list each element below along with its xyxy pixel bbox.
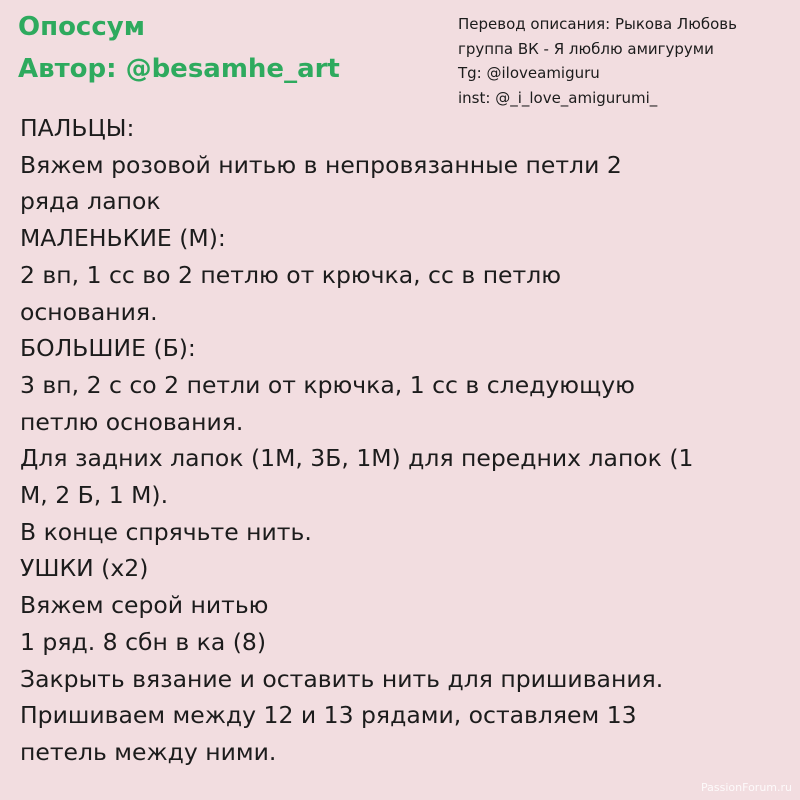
translation-credits (458, 12, 737, 110)
instruction-line: петлю основания. (20, 407, 244, 436)
credit-line: группа ВК - Я люблю амигуруми (458, 39, 714, 58)
credit-line: inst: @_i_love_amigurumi_ (458, 88, 658, 107)
pattern-instructions (20, 110, 790, 771)
instruction-line: основания. (20, 297, 158, 326)
instruction-line: 2 вп, 1 сс во 2 петлю от крючка, сс в петлю (20, 260, 562, 289)
section-heading-large: БОЛЬШИЕ (Б): (20, 334, 196, 363)
instruction-line: Для задних лапок (1М, 3Б, 1М) для передних лапок (1 (20, 444, 694, 473)
section-heading-fingers: ПАЛЬЦЫ: (20, 114, 135, 142)
instruction-line: В конце спрячьте нить. (20, 517, 312, 546)
section-heading-small: МАЛЕНЬКИЕ (М): (20, 224, 226, 253)
instruction-line: Вяжем серой нитью (20, 591, 269, 620)
document-title (18, 6, 340, 90)
instruction-line: ряда лапок (20, 187, 161, 216)
author-line: Автор: @besamhe_art (18, 54, 340, 84)
instruction-line: 3 вп, 2 с со 2 петли от крючка, 1 сс в следующую (20, 370, 635, 399)
instruction-line: петель между ними. (20, 737, 277, 766)
pattern-name: Опоссум (18, 12, 145, 42)
instruction-line: Пришиваем между 12 и 13 рядами, оставляем 13 (20, 701, 637, 730)
instruction-line: М, 2 Б, 1 М). (20, 481, 169, 510)
site-watermark: PassionForum.ru (701, 781, 792, 794)
credit-line: Перевод описания: Рыкова Любовь (458, 15, 737, 33)
section-heading-ears: УШКИ (х2) (20, 554, 149, 583)
credit-line: Tg: @iloveamiguru (458, 64, 600, 82)
instruction-line: Закрыть вязание и оставить нить для пришивания. (20, 664, 664, 693)
instruction-line: Вяжем розовой нитью в непровязанные петли 2 (20, 150, 622, 179)
instruction-line: 1 ряд. 8 сбн в ка (8) (20, 627, 267, 656)
